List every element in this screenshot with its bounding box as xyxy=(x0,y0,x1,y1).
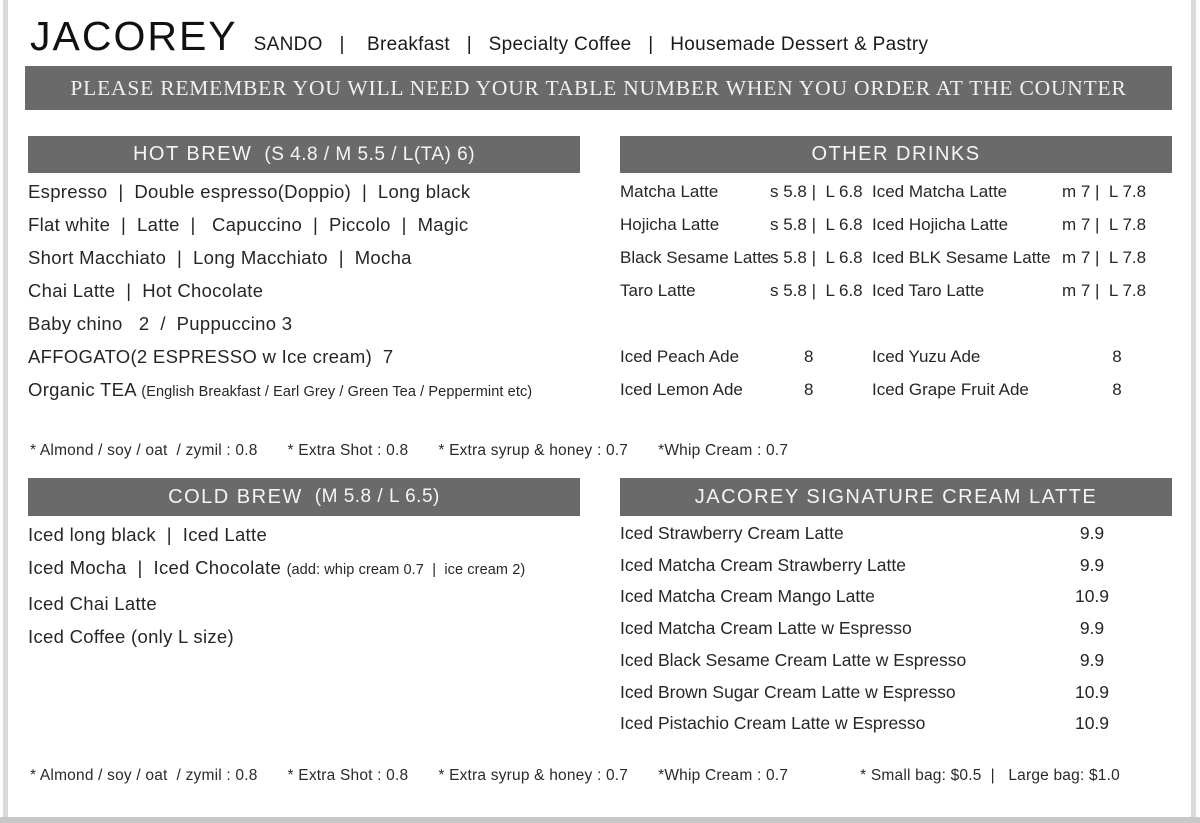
item-price: m 7 | L 7.8 xyxy=(1062,248,1147,267)
item-price: 8 xyxy=(804,380,814,399)
item-name: Iced Taro Latte xyxy=(872,281,985,300)
menu-item-text: Organic TEA xyxy=(28,379,142,400)
signature-title: JACOREY SIGNATURE CREAM LATTE xyxy=(694,485,1098,508)
item-price: s 5.8 | L 6.8 xyxy=(770,215,863,234)
item-price: 8 xyxy=(804,347,814,366)
menu-item-text: Espresso | Double espresso(Doppio) | Long black xyxy=(28,181,471,202)
item-name: Matcha Latte xyxy=(620,182,719,201)
menu-item-text: Iced Chai Latte xyxy=(28,593,157,614)
menu-item-note: (English Breakfast / Earl Grey / Green Tea / Peppermint etc) xyxy=(141,384,533,400)
menu-line xyxy=(28,241,580,274)
item-name: Iced Yuzu Ade xyxy=(872,347,981,366)
item-price: s 5.8 | L 6.8 xyxy=(770,281,863,300)
menu-line xyxy=(28,175,580,208)
cold-brew-title: COLD BREW xyxy=(168,485,303,508)
item-price: 9.9 xyxy=(1079,649,1105,670)
menu-line xyxy=(28,208,580,241)
item-price: 9.9 xyxy=(1079,554,1105,575)
brand-tagline: SANDO | Breakfast | Specialty Coffee | Housemade Dessert & Pastry xyxy=(253,34,929,55)
menu-item-text: Flat white | Latte | Capuccino | Piccolo | Magic xyxy=(28,214,469,235)
page-edge-right xyxy=(1191,0,1196,817)
other-drinks-row xyxy=(620,241,1172,274)
note-milk-options: * Almond / soy / oat / zymil : 0.8 xyxy=(30,767,258,784)
page-edge-bottom xyxy=(0,817,1200,823)
item-price: m 7 | L 7.8 xyxy=(1062,182,1147,201)
item-name: Taro Latte xyxy=(620,281,696,300)
item-name: Iced Matcha Cream Latte w Espresso xyxy=(620,618,912,639)
note-extra-syrup: * Extra syrup & honey : 0.7 xyxy=(438,442,629,459)
other-drinks-title: OTHER DRINKS xyxy=(811,143,981,165)
item-name: Iced Lemon Ade xyxy=(620,380,743,399)
menu-item-text: Baby chino 2 / Puppuccino 3 xyxy=(28,313,293,334)
menu-line xyxy=(28,620,580,653)
item-name: Black Sesame Latte xyxy=(620,248,772,267)
notes-bottom xyxy=(30,767,1120,785)
item-price: 10.9 xyxy=(1074,681,1110,702)
hot-brew-list xyxy=(28,175,580,409)
menu-line xyxy=(28,373,580,409)
item-name: Iced Strawberry Cream Latte xyxy=(620,523,844,543)
signature-row xyxy=(620,677,1172,709)
item-name: Iced Matcha Cream Mango Latte xyxy=(620,586,875,607)
notes-top xyxy=(30,442,788,460)
item-name: Iced Pistachio Cream Latte w Espresso xyxy=(620,713,926,734)
menu-line xyxy=(28,518,580,551)
note-bag-fees: * Small bag: $0.5 | Large bag: $1.0 xyxy=(860,767,1120,784)
banner-text: PLEASE REMEMBER YOU WILL NEED YOUR TABLE NUMBER WHEN YOU ORDER AT THE COUNTER xyxy=(70,75,1127,100)
signature-row xyxy=(620,645,1172,677)
menu-item-text: AFFOGATO(2 ESPRESSO w Ice cream) 7 xyxy=(28,346,394,367)
signature-row xyxy=(620,550,1172,582)
section-cold-brew xyxy=(28,478,580,653)
spacer xyxy=(620,307,1172,340)
item-name: Iced BLK Sesame Latte xyxy=(872,248,1051,267)
item-price: 8 xyxy=(1112,380,1122,399)
menu-item-text: Iced long black | Iced Latte xyxy=(28,524,268,545)
item-price: s 5.8 | L 6.8 xyxy=(770,248,863,267)
menu-item-text: Iced Mocha | Iced Chocolate xyxy=(28,557,287,578)
item-price: 9.9 xyxy=(1079,523,1105,543)
table-number-banner xyxy=(25,66,1172,110)
signature-row xyxy=(620,708,1172,740)
menu-line xyxy=(28,551,580,587)
menu-line xyxy=(28,274,580,307)
page-edge-left xyxy=(3,0,8,817)
other-drinks-header-bar xyxy=(620,136,1172,173)
section-signature-cream-latte xyxy=(620,478,1172,740)
item-name: Iced Matcha Latte xyxy=(872,182,1008,201)
note-extra-shot: * Extra Shot : 0.8 xyxy=(287,767,409,784)
cold-brew-sizes: (M 5.8 / L 6.5) xyxy=(314,486,440,507)
other-drinks-ade-row xyxy=(620,373,1172,406)
item-price: 9.9 xyxy=(1079,618,1105,639)
section-other-drinks xyxy=(620,136,1172,406)
other-drinks-row xyxy=(620,208,1172,241)
signature-row xyxy=(620,518,1172,550)
item-price: 10.9 xyxy=(1074,586,1110,607)
menu-line xyxy=(28,340,580,373)
brand-header xyxy=(30,13,928,60)
note-milk-options: * Almond / soy / oat / zymil : 0.8 xyxy=(30,442,258,459)
menu-item-text: Iced Coffee (only L size) xyxy=(28,626,234,647)
menu-line xyxy=(28,307,580,340)
item-name: Iced Peach Ade xyxy=(620,347,740,366)
item-price: 8 xyxy=(1112,347,1122,366)
signature-row xyxy=(620,581,1172,613)
brand-logo: JACOREY xyxy=(30,13,238,59)
item-price: m 7 | L 7.8 xyxy=(1062,215,1147,234)
note-extra-syrup: * Extra syrup & honey : 0.7 xyxy=(438,767,629,784)
signature-list xyxy=(620,518,1172,740)
cold-brew-list xyxy=(28,518,580,653)
other-drinks-row xyxy=(620,175,1172,208)
signature-row xyxy=(620,613,1172,645)
signature-header-bar xyxy=(620,478,1172,516)
other-drinks-ade-row xyxy=(620,340,1172,373)
other-drinks-list xyxy=(620,175,1172,406)
item-name: Iced Black Sesame Cream Latte w Espresso xyxy=(620,649,967,670)
note-whip-cream: *Whip Cream : 0.7 xyxy=(658,767,789,784)
item-name: Hojicha Latte xyxy=(620,215,720,234)
note-extra-shot: * Extra Shot : 0.8 xyxy=(287,442,409,459)
menu-item-text: Short Macchiato | Long Macchiato | Mocha xyxy=(28,247,412,268)
hot-brew-header-bar xyxy=(28,136,580,173)
other-drinks-row xyxy=(620,274,1172,307)
note-whip-cream: *Whip Cream : 0.7 xyxy=(658,442,789,459)
hot-brew-title: HOT BREW xyxy=(132,143,253,165)
item-name: Iced Hojicha Latte xyxy=(872,215,1009,234)
menu-item-note: (add: whip cream 0.7 | ice cream 2) xyxy=(286,562,526,578)
item-name: Iced Brown Sugar Cream Latte w Espresso xyxy=(620,681,956,702)
menu-line xyxy=(28,587,580,620)
hot-brew-sizes: (S 4.8 / M 5.5 / L(TA) 6) xyxy=(264,143,476,165)
menu-item-text: Chai Latte | Hot Chocolate xyxy=(28,280,264,301)
cold-brew-header-bar xyxy=(28,478,580,516)
section-hot-brew xyxy=(28,136,580,409)
item-name: Iced Matcha Cream Strawberry Latte xyxy=(620,554,906,575)
item-price: 10.9 xyxy=(1074,713,1110,734)
item-name: Iced Grape Fruit Ade xyxy=(872,380,1029,399)
item-price: s 5.8 | L 6.8 xyxy=(770,182,863,201)
item-price: m 7 | L 7.8 xyxy=(1062,281,1147,300)
